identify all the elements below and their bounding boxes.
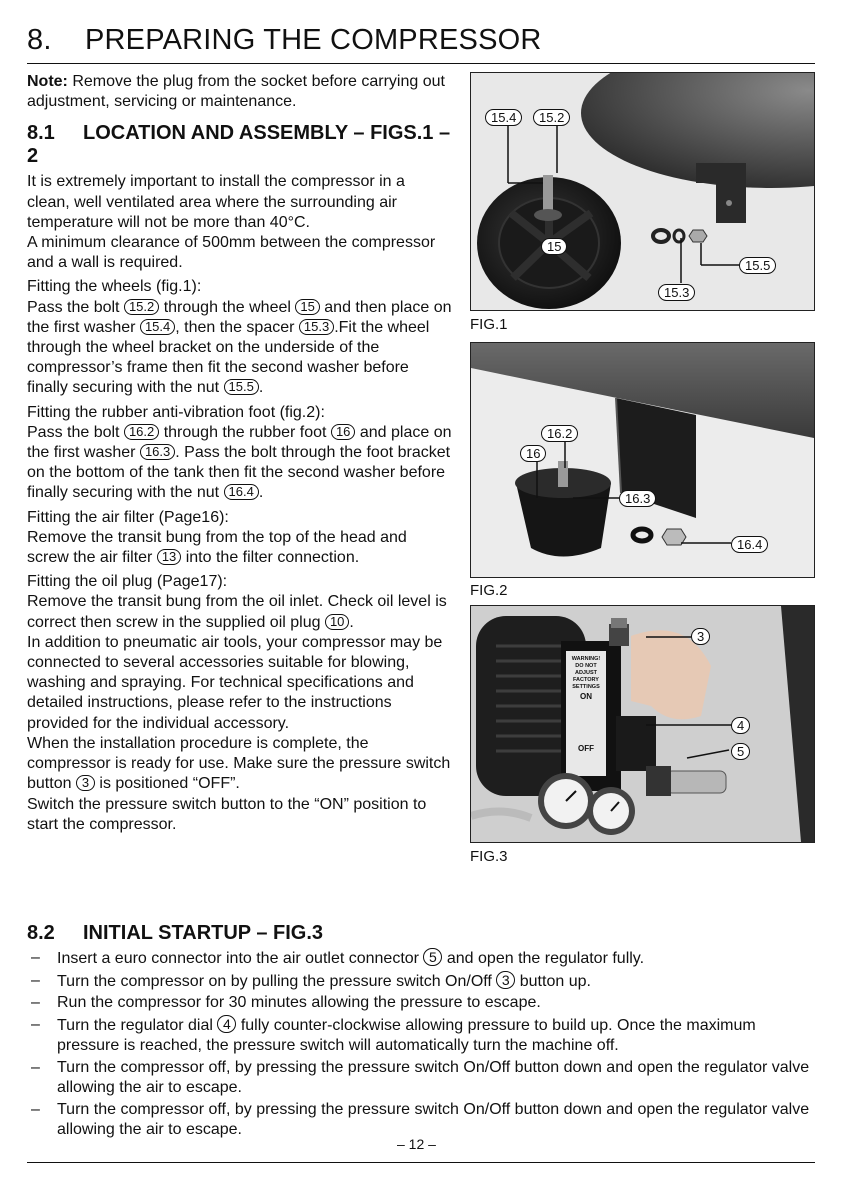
callout-15-4: 15.4 [485, 109, 522, 126]
fig3-pressure-switch-illustration [471, 606, 814, 842]
callout-badge: 3 [76, 775, 95, 791]
foot-heading: Fitting the rubber anti-vibration foot (fig.2): [27, 403, 325, 421]
list-item: – Insert a euro connector into the air outlet connector 5 and open the regulator fully. [31, 949, 645, 967]
oil-plug-heading: Fitting the oil plug (Page17): [27, 573, 228, 591]
callout-4: 4 [731, 717, 750, 734]
callout-15-2: 15.2 [533, 109, 570, 126]
callout-badge: 15.3 [299, 319, 334, 335]
left-column [27, 72, 452, 835]
callout-badge: 15 [295, 299, 319, 315]
callout-3: 3 [691, 628, 710, 645]
note-paragraph: Note: Remove the plug from the socket before carrying out adjustment, servicing or maintenance. [27, 73, 445, 111]
fig1-caption: FIG.1 [470, 316, 508, 333]
startup-steps-list [27, 948, 817, 1142]
page-number: – 12 – [397, 1136, 436, 1152]
clearance-paragraph: A minimum clearance of 500mm between the compressor and a wall is required. [27, 234, 436, 272]
fig3-caption: FIG.3 [470, 848, 508, 865]
list-item: – Run the compressor for 30 minutes allowing the pressure to escape. [31, 994, 541, 1011]
callout-16: 16 [520, 445, 546, 462]
callout-badge: 16.3 [140, 444, 175, 460]
switch-warning-label: WARNING! DO NOT ADJUST FACTORY SETTINGS ON OFF [571, 656, 601, 753]
list-item: – Turn the compressor off, by pressing the pressure switch On/Off button down and open the regulator valve allowing the air to escape. [31, 1058, 810, 1096]
switch-on-paragraph: Switch the pressure switch button to the “ON” position to start the compressor. [27, 795, 427, 833]
callout-15-3: 15.3 [658, 284, 695, 301]
callout-badge: 4 [217, 1015, 236, 1033]
callout-15-5: 15.5 [739, 257, 776, 274]
callout-badge: 15.5 [224, 379, 259, 395]
oil-plug-paragraph: Remove the transit bung from the oil inlet. Check oil level is correct then screw in the supplied oil plug 10 . [27, 593, 447, 631]
callout-badge: 15.4 [140, 319, 175, 335]
page-title: 8. PREPARING THE COMPRESSOR [27, 24, 542, 56]
callout-15: 15 [541, 238, 567, 255]
air-filter-paragraph: Remove the transit bung from the top of the head and screw the air filter 13 into the filter connection. [27, 528, 407, 567]
section-8-1-heading: 8.1 LOCATION AND ASSEMBLY – FIGS.1 – 2 [27, 122, 451, 168]
fig2-photo [470, 342, 815, 578]
air-filter-heading: Fitting the air filter (Page16): [27, 508, 229, 526]
footer-rule [27, 1162, 815, 1163]
callout-16-2: 16.2 [541, 425, 578, 442]
callout-badge: 16.2 [124, 424, 159, 440]
list-item: – Turn the compressor off, by pressing the pressure switch On/Off button down and open the regulator valve allowing the air to escape. [31, 1100, 810, 1138]
fig1-wheel-illustration [471, 73, 814, 310]
section-8-2-heading: 8.2 INITIAL STARTUP – FIG.3 [27, 922, 324, 944]
ready-paragraph: When the installation procedure is complete, the compressor is ready for use. Make sure the pressure switch button 3 is positioned “OFF”. [27, 734, 451, 793]
wheels-heading: Fitting the wheels (fig.1): [27, 278, 202, 296]
accessories-paragraph: In addition to pneumatic air tools, your compressor may be connected to several accessories suitable for blowing, washing and spraying. For technical specifications and detailed instructions, please refer to the instructions provided for the individual accessory. [27, 633, 443, 732]
fig1-photo [470, 72, 815, 311]
callout-badge: 16.4 [224, 484, 259, 500]
intro-paragraph: It is extremely important to install the compressor in a clean, well ventilated area where the surrounding air temperature will not be more than 40°C. [27, 173, 405, 231]
callout-badge: 10 [325, 614, 349, 630]
callout-badge: 15.2 [124, 299, 159, 315]
callout-badge: 5 [423, 948, 442, 966]
callout-badge: 13 [157, 549, 181, 565]
callout-badge: 16 [331, 424, 355, 440]
fig3-photo [470, 605, 815, 843]
wheels-paragraph: Pass the bolt 15.2 through the wheel 15 and then place on the first washer 15.4 , then the spacer 15.3 .Fit the wheel through the wheel bracket on the underside of the compressor’s frame then fit the second washer before finally securing with the nut 15.5 . [27, 298, 452, 397]
callout-16-3: 16.3 [619, 490, 656, 507]
list-item: – Turn the compressor on by pulling the pressure switch On/Off 3 button up. [31, 971, 591, 990]
header-rule [27, 63, 815, 64]
callout-16-4: 16.4 [731, 536, 768, 553]
list-item: – Turn the regulator dial 4 fully counter-clockwise allowing pressure to build up. Once the maximum pressure is reached, the pressure switch will automatically turn the machine off. [31, 1015, 756, 1054]
callout-badge: 3 [496, 971, 515, 989]
fig2-caption: FIG.2 [470, 582, 508, 599]
foot-paragraph: Pass the bolt 16.2 through the rubber foot 16 and place on the first washer 16.3 . Pass the bolt through the foot bracket on the bottom of the tank then fit the second washer before finally securing with the nut 16.4 . [27, 423, 452, 502]
callout-5: 5 [731, 743, 750, 760]
